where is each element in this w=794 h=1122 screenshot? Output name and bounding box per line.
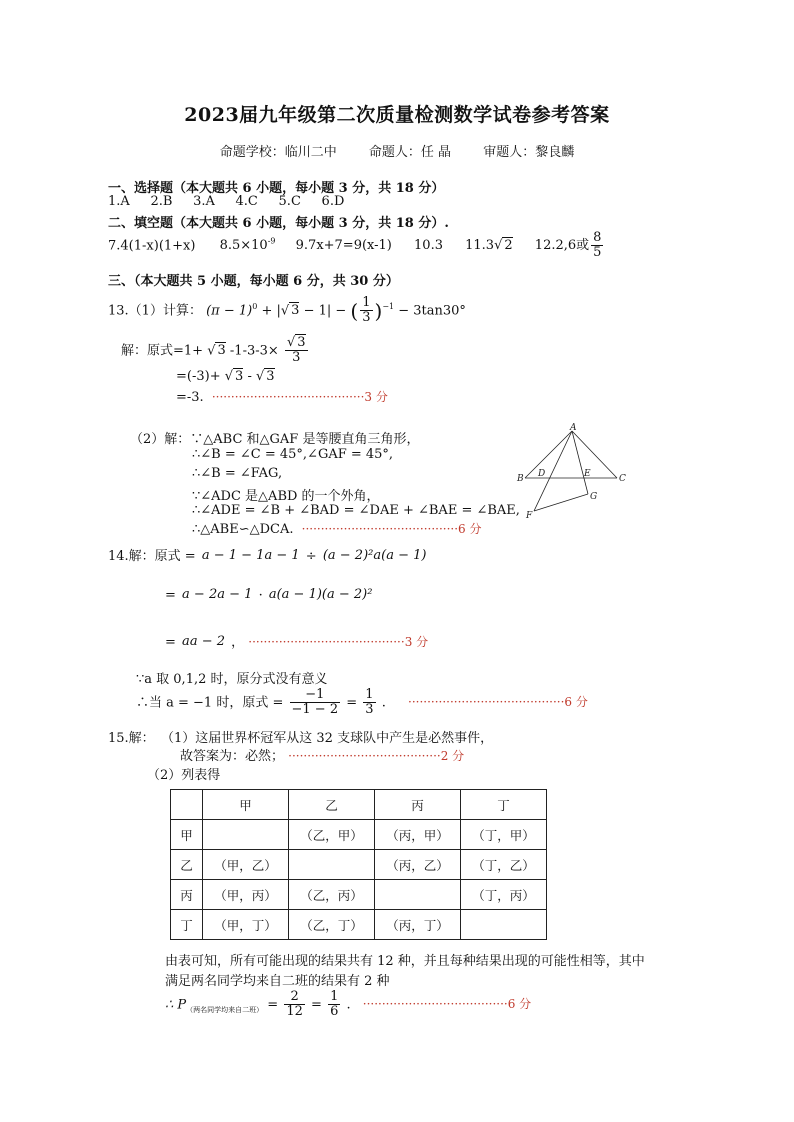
table-cell: 甲 <box>203 790 289 820</box>
triangle-figure <box>512 423 632 523</box>
q14-label: 14.解：原式 = <box>108 549 196 564</box>
answer-8 <box>220 238 276 253</box>
answer-12 <box>534 230 606 261</box>
table-cell: 丁 <box>171 910 203 940</box>
q13-part2-line4: ∵∠ADC 是△ABD 的一个外角， <box>192 489 380 504</box>
point-label-F: F <box>526 511 533 521</box>
radicand: 3 <box>217 343 226 359</box>
answer-10: 10.3 <box>414 238 443 254</box>
fraction-denominator: 3 <box>362 310 371 326</box>
fraction-numerator: 8 <box>593 230 602 245</box>
answer-11-radicand: 2 <box>504 238 513 254</box>
section2-heading: 二、填空题（本大题共 6 小题，每小题 3 分，共 18 分）. <box>108 216 449 231</box>
fraction-numerator: −1 <box>290 688 341 703</box>
fraction-denominator: a − 1 <box>264 548 300 564</box>
fraction-numerator: 1 <box>330 989 339 1004</box>
multiply-dot: · <box>258 588 263 603</box>
q13-part2-line1: （2）解：∵△ABC 和△GAF 是等腰直角三角形， <box>130 432 420 447</box>
table-cell: （甲，丁） <box>203 910 289 940</box>
solution-text: 故答案为：必然； <box>180 749 285 764</box>
fraction-denominator: a − 1 <box>217 587 253 603</box>
point-label-E: E <box>584 469 591 479</box>
answer-12-text: 12.2,6或 <box>534 238 590 254</box>
divide-sign: ÷ <box>305 549 317 564</box>
radicand: 3 <box>235 369 244 384</box>
q14-fraction6 <box>290 688 341 718</box>
q13-part2-line2: ∴∠B = ∠C = 45°,∠GAF = 45°, <box>192 447 394 462</box>
table-cell: （丁，甲） <box>461 820 547 850</box>
q14-fraction2 <box>323 549 427 563</box>
table-cell: 丙 <box>171 880 203 910</box>
exam-meta <box>0 141 794 160</box>
score-marker: ········································3 分 <box>211 390 388 404</box>
fraction-numerator: 1 <box>365 687 374 702</box>
score-marker: ·········································3 分 <box>248 635 429 649</box>
table-cell: 丙 <box>375 790 461 820</box>
expr-tan-term: − 3tan30° <box>394 303 466 319</box>
point-label-C: C <box>619 474 626 484</box>
point-label-A: A <box>570 423 577 433</box>
fraction-numerator: a − 2 <box>182 587 218 603</box>
expr-exponent-neg1: −1 <box>382 301 395 311</box>
period: . <box>381 695 386 711</box>
fraction-denominator: a(a − 1) <box>373 548 427 564</box>
q13-problem: 13.（1）计算： $(\pi - 1)^0$ + |√ 3 − 1| − ( $\frac{1}{3}$ )$^{-1}$ − 3tan30° <box>108 295 466 326</box>
q15-conclusion-line1: 由表可知，所有可能出现的结果共有 12 种，并且每种结果出现的可能性相等，其中 <box>165 954 645 969</box>
q13-solution-line1: 解：原式=1+ √ 3 -1-3-3× $\frac{√ 3}{3}$ <box>121 335 306 366</box>
score-marker: ·········································6 分 <box>408 695 588 710</box>
q14-note: ∵a 取 0,1,2 时，原分式没有意义 <box>136 672 328 687</box>
equals-sign: = <box>346 695 358 711</box>
answer-11: 11.3√ 2 <box>465 238 513 254</box>
solution-text: -1-3-3× <box>229 343 279 359</box>
solution-fraction <box>285 336 308 366</box>
fraction-denominator: (a − 2)² <box>321 587 373 603</box>
solution-text: - <box>247 369 256 384</box>
meta-school: 命题学校：临川二中 <box>219 145 337 160</box>
meta-author: 命题人：任 晶 <box>368 145 452 160</box>
q13-part2-line3: ∴∠B = ∠FAG, <box>192 466 283 481</box>
point-label-D: D <box>538 469 546 479</box>
radicand: 3 <box>266 369 275 384</box>
q14-line1 <box>108 545 428 564</box>
fraction-numerator: √ 3 <box>286 335 306 350</box>
q14-fraction5 <box>182 635 225 649</box>
table-cell: （丙，甲） <box>375 820 461 850</box>
fraction-numerator: a <box>182 634 190 650</box>
table-cell: （乙，甲） <box>289 820 375 850</box>
q14-fraction3 <box>182 588 252 602</box>
answer-7: 7.4(1-x)(1+x) <box>108 238 196 254</box>
table-header-row <box>171 790 547 820</box>
q15-part1-answer <box>180 745 464 764</box>
table-cell: （乙，丙） <box>289 880 375 910</box>
fraction-denominator: 5 <box>593 245 602 261</box>
q13-solution-line2: =(-3)+ √ 3 - √ 3 <box>176 369 275 384</box>
q14-fraction7 <box>363 688 375 718</box>
solution-text: ∴当 a = −1 时，原式 = <box>136 695 284 711</box>
q15-probability <box>165 990 531 1020</box>
fraction-numerator: a − 1 − 1 <box>201 548 265 564</box>
q15-part2: （2）列表得 <box>147 768 221 783</box>
fraction-denominator: a − 2 <box>189 634 225 650</box>
q13-part2-line6 <box>192 520 481 537</box>
table-cell <box>171 790 203 820</box>
q13-part2-line5: ∴∠ADE = ∠B + ∠BAD = ∠DAE + ∠BAE = ∠BAE, <box>192 503 520 518</box>
period: . <box>346 997 351 1013</box>
score-marker: ······································6 分 <box>362 997 532 1012</box>
fraction-denominator: −1 − 2 <box>291 702 339 718</box>
fraction-denominator: 3 <box>365 702 374 718</box>
answer-11-coef: 11.3 <box>465 238 495 254</box>
answer-8-base: 8.5×10 <box>219 238 268 254</box>
fraction-numerator: 1 <box>362 295 371 310</box>
score-marker: ·········································6 分 <box>301 522 482 536</box>
table-cell <box>375 880 461 910</box>
meta-reviewer: 审题人：黎良麟 <box>483 145 575 160</box>
expr-pi-term: (π − 1) <box>206 303 253 319</box>
equals-sign: = <box>165 588 176 603</box>
table-cell: （甲，丙） <box>203 880 289 910</box>
score-marker: ········································2 分 <box>288 749 465 763</box>
table-cell: 甲 <box>171 820 203 850</box>
table-cell: 乙 <box>171 850 203 880</box>
table-row <box>171 880 547 910</box>
radicand: 3 <box>297 335 306 350</box>
q14-final <box>136 688 588 718</box>
table-row <box>171 850 547 880</box>
solution-text: =(-3)+ <box>176 369 221 384</box>
answer-9: 9.7x+7=9(x-1) <box>295 238 392 254</box>
equals-sign: = <box>263 997 279 1013</box>
expr-plus-abs: + | <box>257 303 281 319</box>
section1-answers: 1.A 2.B 3.A 4.C 5.C 6.D <box>108 194 345 209</box>
table-cell: 丁 <box>461 790 547 820</box>
table-row <box>171 910 547 940</box>
fraction-numerator: 2 <box>284 990 305 1005</box>
table-cell <box>461 910 547 940</box>
expr-radicand: 3 <box>291 303 300 319</box>
segment-FG <box>534 494 588 511</box>
solution-text: ∴△ABE∽△DCA. <box>192 522 294 537</box>
section2-answers <box>108 231 605 261</box>
fraction-numerator: (a − 2)² <box>322 548 374 564</box>
table-cell: （甲，乙） <box>203 850 289 880</box>
expr-exponent-0: 0 <box>252 301 258 311</box>
answer-8-exponent: -9 <box>267 236 276 246</box>
q15-conclusion-line2: 满足两名同学均来自二班的结果有 2 种 <box>165 974 390 989</box>
table-cell <box>289 850 375 880</box>
solution-text: 解：原式=1+ <box>121 343 204 359</box>
fraction-denominator: 12 <box>286 1004 303 1020</box>
equals-sign: = <box>311 997 322 1013</box>
table-cell: （丙，丁） <box>375 910 461 940</box>
q13-label: 13.（1）计算： <box>108 303 202 319</box>
segment-AG <box>572 431 588 494</box>
section3-heading: 三、（本大题共 5 小题，每小题 6 分，共 30 分） <box>108 274 399 289</box>
solution-text: =-3. <box>176 390 204 405</box>
q15-part1: （1）这届世界杯冠军从这 32 支球队中产生是必然事件， <box>161 731 494 746</box>
table-cell: （丙，乙） <box>375 850 461 880</box>
answer-12-fraction <box>591 231 603 261</box>
expr-fraction <box>360 296 372 326</box>
expr-minus: − 1| − <box>299 303 351 319</box>
point-label-G: G <box>590 492 598 502</box>
probability-subscript: （两名同学均来自二班） <box>186 1005 264 1014</box>
q15-label: 15.解： <box>108 731 155 746</box>
q14-fraction4 <box>269 588 373 602</box>
page-title: 2023届九年级第二次质量检测数学试卷参考答案 <box>184 104 610 126</box>
q14-fraction1 <box>202 549 300 563</box>
segment-AC <box>572 431 617 478</box>
table-cell <box>203 820 289 850</box>
section1-heading: 一、选择题（本大题共 6 小题，每小题 3 分，共 18 分） <box>108 181 445 196</box>
segment-AB <box>525 431 572 478</box>
table-cell: （丁，丙） <box>461 880 547 910</box>
fraction-denominator: 6 <box>330 1004 339 1020</box>
q14-line3 <box>165 631 428 650</box>
table-cell: 乙 <box>289 790 375 820</box>
table-cell: （丁，乙） <box>461 850 547 880</box>
q15-fraction2 <box>328 990 340 1020</box>
fraction-denominator: 3 <box>292 350 301 366</box>
table-cell: （乙，丁） <box>289 910 375 940</box>
point-label-B: B <box>517 474 524 484</box>
probability-symbol: ∴ P <box>165 997 187 1013</box>
q15-fraction1 <box>284 990 305 1020</box>
equals-sign: = <box>165 635 176 650</box>
fraction-numerator: a(a − 1) <box>268 587 322 603</box>
outcome-table <box>170 789 547 940</box>
table-row <box>171 820 547 850</box>
q13-solution-line3 <box>176 388 388 405</box>
q14-line2 <box>165 588 374 603</box>
comma: ， <box>231 635 245 650</box>
